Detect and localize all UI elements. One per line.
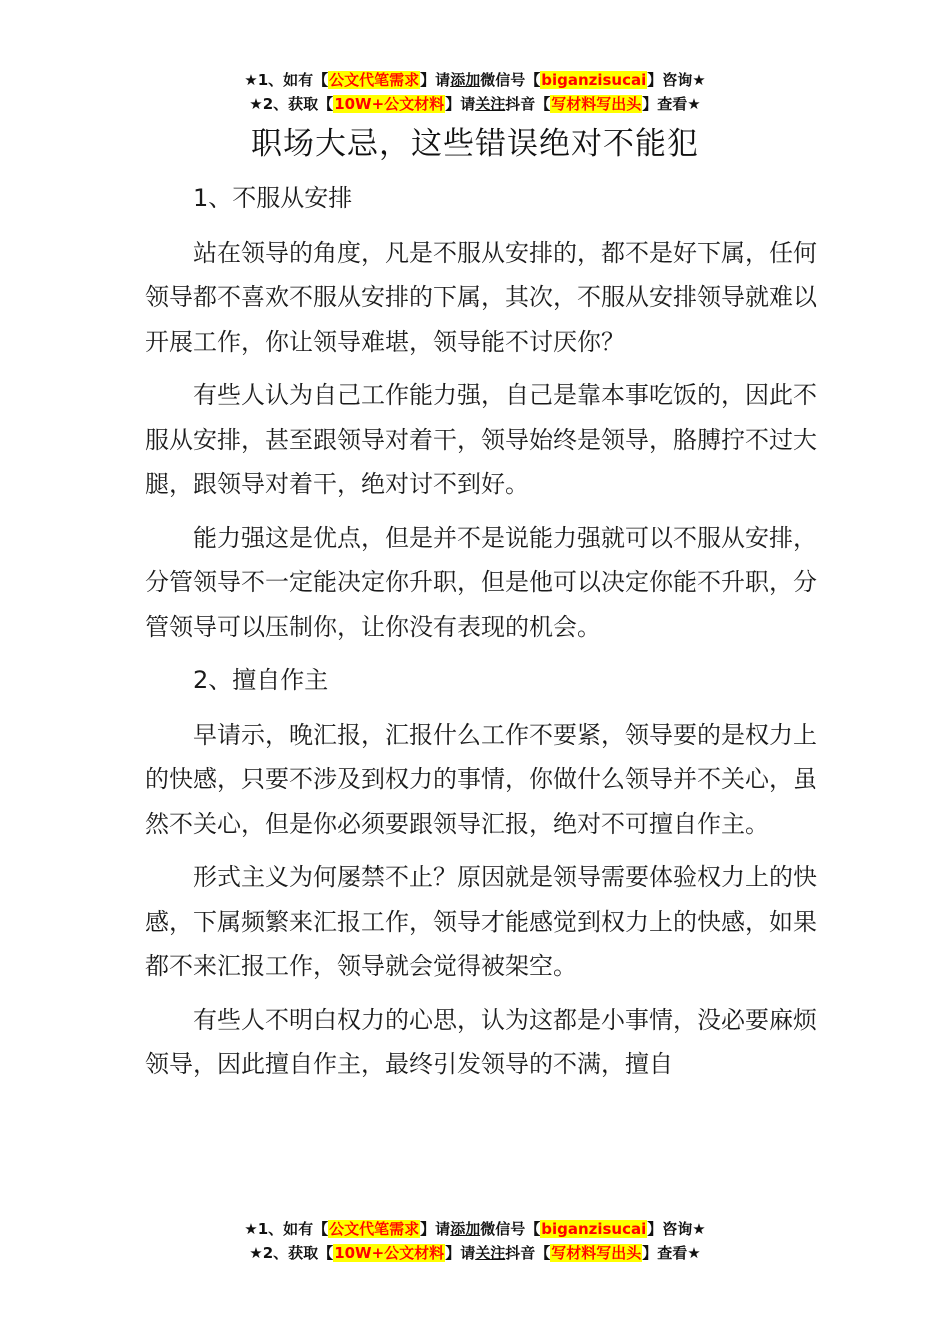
paragraph: 能力强这是优点，但是并不是说能力强就可以不服从安排，分管领导不一定能决定你升职，但是他可以决定你能不升职，分管领导可以压制你，让你没有表现的机会。 [145,523,817,641]
banner-line-1 [0,1217,950,1241]
banner-underline-text: 添加 [450,1220,481,1238]
banner-line-2 [0,92,950,116]
banner-text: ★1、如有【 [244,1220,329,1238]
highlight-wechat-id: biganzisucai [541,71,647,89]
banner-line-2 [0,1241,950,1265]
highlight-wechat-id: biganzisucai [541,1220,647,1238]
highlight-service: 公文代笔需求 [329,1220,420,1238]
banner-underline-text: 添加 [450,71,481,89]
paragraph: 形式主义为何屡禁不止？原因就是领导需要体验权力上的快感，下属频繁来汇报工作，领导才能感觉到权力上的快感，如果都不来汇报工作，领导就会觉得被架空。 [145,863,817,980]
document-body [145,176,817,1096]
banner-text: 】请 [420,1220,451,1238]
footer-banner [0,1217,950,1265]
document-title: 职场大忌，这些错误绝对不能犯 [251,126,699,162]
banner-line-1 [0,68,950,92]
paragraph: 早请示，晚汇报，汇报什么工作不要紧，领导要的是权力上的快感，只要不涉及到权力的事情，你做什么领导并不关心，虽然不关心，但是你必须要跟领导汇报，绝对不可擅自作主。 [145,720,817,838]
paragraph: 有些人认为自己工作能力强，自己是靠本事吃饭的，因此不服从安排，甚至跟领导对着干，领导始终是领导，胳膊拧不过大腿，跟领导对着干，绝对讨不到好。 [145,381,817,498]
banner-text: ★2、获取【 [249,95,334,113]
highlight-douyin-account: 写材料写出头 [551,1244,642,1262]
banner-text: 抖音【 [505,95,551,113]
banner-text: 】查看★ [642,95,701,113]
banner-underline-text: 关注 [475,95,506,113]
section-heading: 1、不服从安排 [193,184,353,212]
banner-text: 微信号【 [480,71,541,89]
banner-text: 】请 [445,1244,476,1262]
banner-text: ★1、如有【 [244,71,329,89]
highlight-materials: 10W+公文材料 [334,95,445,113]
banner-text: 】查看★ [642,1244,701,1262]
banner-text: 】请 [420,71,451,89]
banner-text: 】咨询★ [647,71,706,89]
banner-text: 微信号【 [480,1220,541,1238]
paragraph: 站在领导的角度，凡是不服从安排的，都不是好下属，任何领导都不喜欢不服从安排的下属，其次，不服从安排领导就难以开展工作，你让领导难堪，领导能不讨厌你？ [145,238,817,356]
section-heading: 2、擅自作主 [193,666,329,694]
banner-text: ★2、获取【 [249,1244,334,1262]
banner-text: 】请 [445,95,476,113]
highlight-douyin-account: 写材料写出头 [551,95,642,113]
highlight-service: 公文代笔需求 [329,71,420,89]
banner-text: 】咨询★ [647,1220,706,1238]
highlight-materials: 10W+公文材料 [334,1244,445,1262]
paragraph: 有些人不明白权力的心思，认为这都是小事情，没必要麻烦领导，因此擅自作主，最终引发领导的不满，擅自 [145,1005,817,1078]
banner-text: 抖音【 [505,1244,551,1262]
banner-underline-text: 关注 [475,1244,506,1262]
header-banner [0,68,950,116]
